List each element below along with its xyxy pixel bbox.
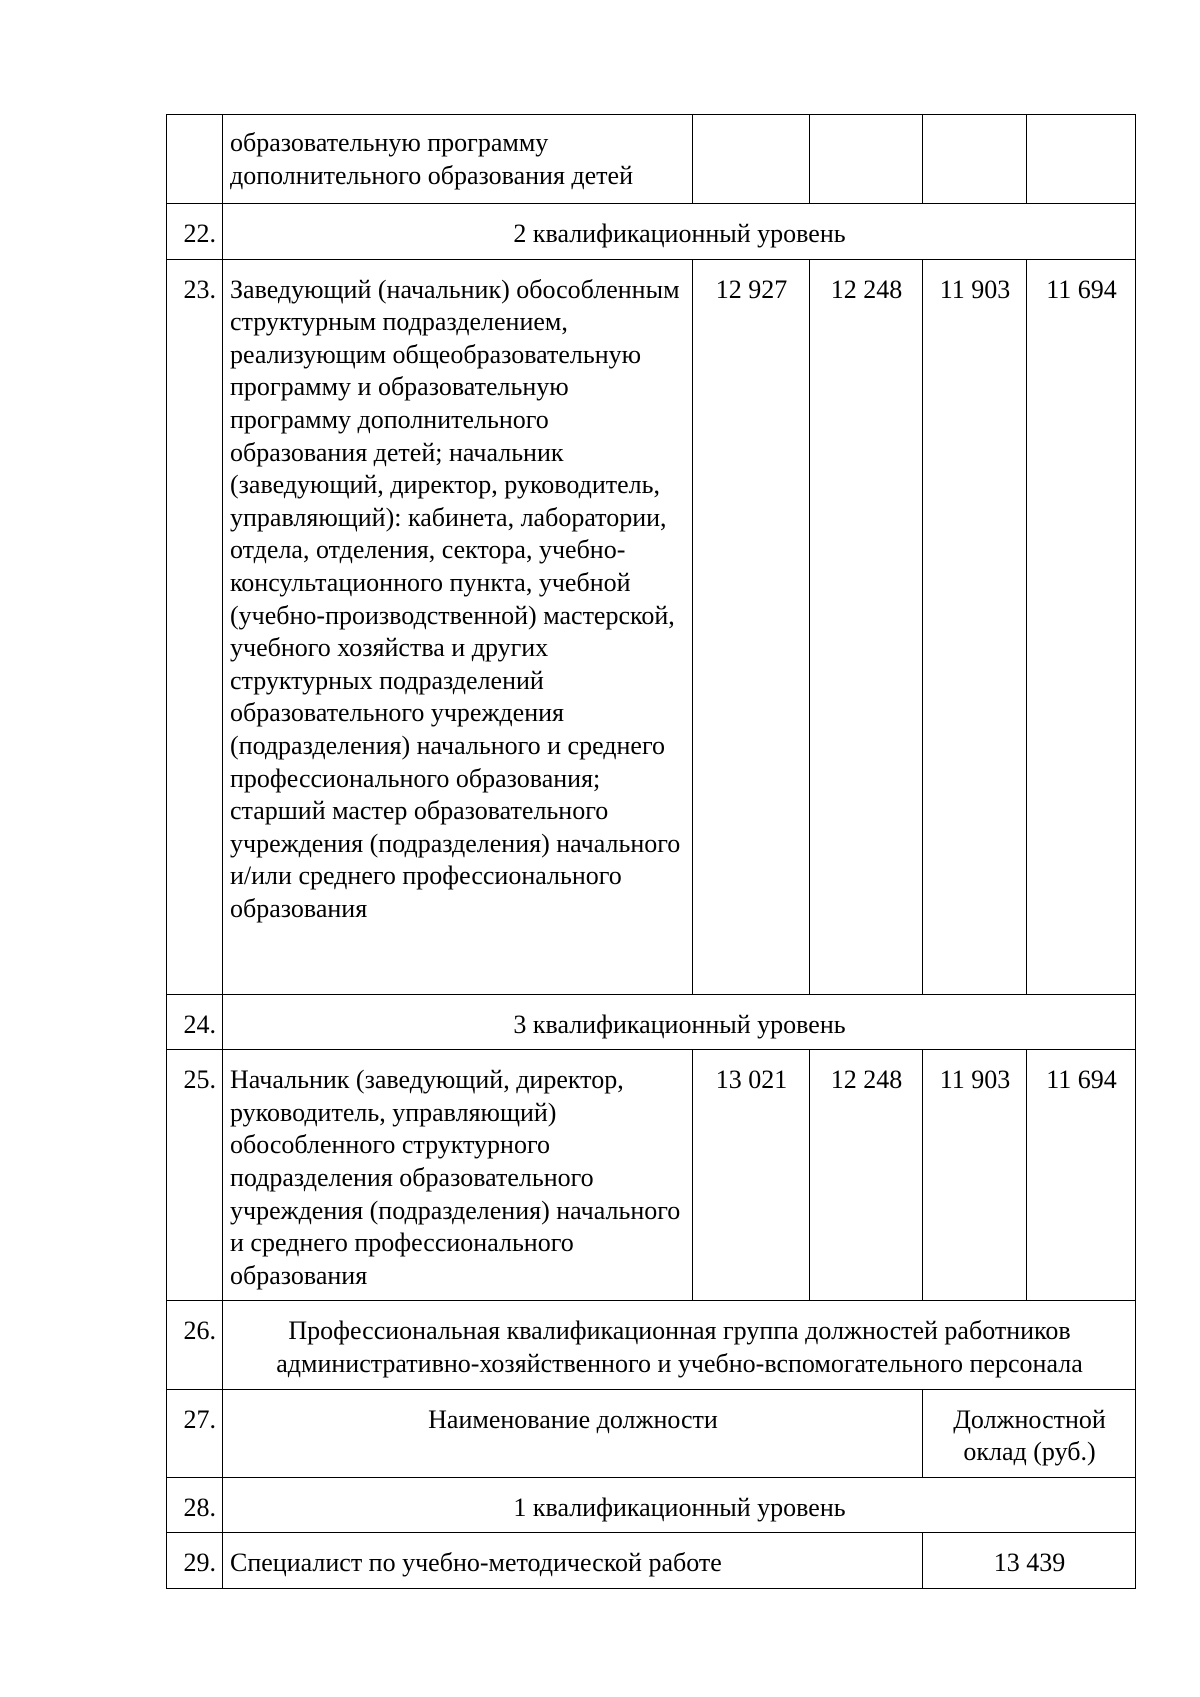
qualification-level-heading: 3 квалификационный уровень (223, 994, 1136, 1050)
column-header-salary: Должностной оклад (руб.) (923, 1389, 1136, 1477)
table-row (167, 994, 1136, 1050)
table-row (167, 204, 1136, 260)
row-number: 22. (167, 204, 223, 260)
row-number: 26. (167, 1301, 223, 1389)
qualification-level-heading: 2 квалификационный уровень (223, 204, 1136, 260)
table-row (167, 259, 1136, 994)
row-number: 25. (167, 1050, 223, 1301)
salary-value: 12 248 (810, 1050, 923, 1301)
position-name: Заведующий (начальник) обособленным структурным подразделением, реализующим общеобразовательную программу и образовательную программу дополнительного образования детей; начальник (заведующий, директор, руководитель, управляющий): кабинета, лаборатории, отдела, отделения, сектора, учебно-консультационного пункта, учебной (учебно-производственной) мастерской, учебного хозяйства и других структурных подразделений образовательного учреждения (подразделения) начального и среднего профессионального образования; старший мастер образовательного учреждения (подразделения) начального и/или среднего профессионального образования (223, 259, 693, 994)
salary-value (693, 115, 810, 204)
salary-value (1027, 115, 1136, 204)
salary-value: 11 903 (923, 1050, 1027, 1301)
table-row (167, 1533, 1136, 1589)
table-row (167, 1050, 1136, 1301)
salary-value: 12 248 (810, 259, 923, 994)
row-number: 27. (167, 1389, 223, 1477)
table-row (167, 1301, 1136, 1389)
table-row (167, 1477, 1136, 1533)
row-number: 29. (167, 1533, 223, 1589)
table-row (167, 1389, 1136, 1477)
salary-value: 11 694 (1027, 1050, 1136, 1301)
row-number: 23. (167, 259, 223, 994)
salary-value (923, 115, 1027, 204)
table-row (167, 115, 1136, 204)
position-name: Специалист по учебно-методической работе (223, 1533, 923, 1589)
salary-value: 11 694 (1027, 259, 1136, 994)
row-number (167, 115, 223, 204)
qualification-group-heading: Профессиональная квалификационная группа должностей работников административно-хозяйственного и учебно-вспомогательного персонала (223, 1301, 1136, 1389)
salary-value: 11 903 (923, 259, 1027, 994)
position-name: Начальник (заведующий, директор, руководитель, управляющий) обособленного структурного подразделения образовательного учреждения (подразделения) начального и среднего профессионального образования (223, 1050, 693, 1301)
qualification-level-heading: 1 квалификационный уровень (223, 1477, 1136, 1533)
position-name: образовательную программу дополнительного образования детей (223, 115, 693, 204)
salary-value (810, 115, 923, 204)
salary-value: 13 021 (693, 1050, 810, 1301)
salary-table (166, 114, 1136, 1589)
column-header-position: Наименование должности (223, 1389, 923, 1477)
salary-value: 12 927 (693, 259, 810, 994)
row-number: 28. (167, 1477, 223, 1533)
salary-value: 13 439 (923, 1533, 1136, 1589)
row-number: 24. (167, 994, 223, 1050)
